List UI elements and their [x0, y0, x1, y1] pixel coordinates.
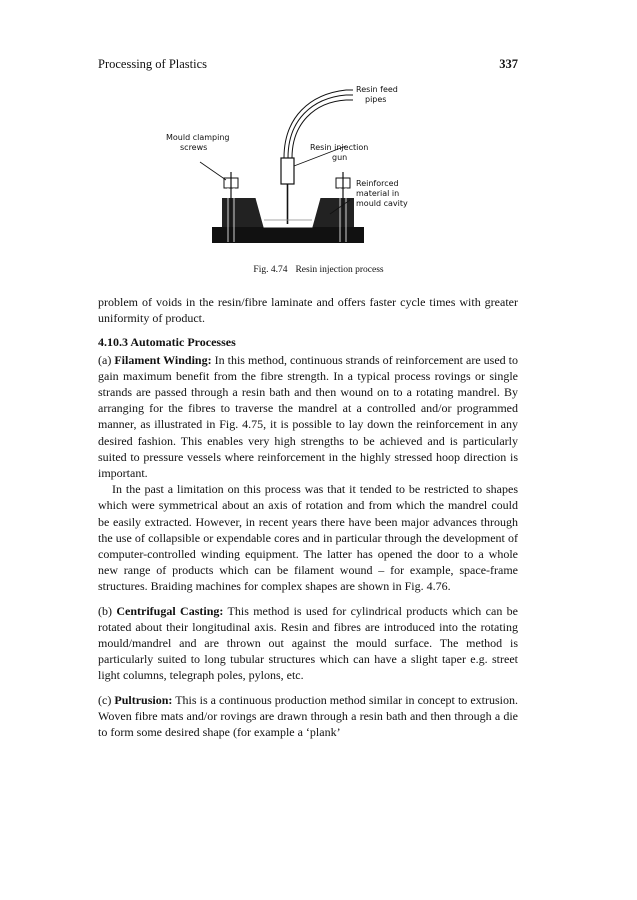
item-prefix-b: (b)	[98, 603, 117, 618]
running-title: Processing of Plastics	[98, 57, 208, 71]
filament-winding-continued: In the past a limitation on this process was that it tended to be restricted to shapes which were symmetrical about an axis of rotation and from which the mandrel could be easily extracted. However, in recent years there have been major advances through the use of collapsible or expendable cores and in particular through the development of computer-controlled winding equipment. The latter has opened the door to a whole new range of products which can be filament wound – for example, space-frame structures. Braiding machines for complex shapes are shown in Fig. 4.76.	[98, 482, 518, 594]
centrifugal-casting-paragraph	[98, 603, 518, 684]
label-reinforced-3: mould cavity	[356, 199, 408, 208]
label-resin-feed-1: Resin feed	[356, 85, 398, 94]
mould-base	[212, 227, 364, 243]
label-resin-feed-2: pipes	[365, 95, 387, 104]
resin-injection-diagram	[160, 82, 450, 262]
label-reinforced-2: material in	[356, 189, 400, 198]
term-centrifugal-casting: Centrifugal Casting:	[116, 603, 224, 618]
item-prefix-a: (a)	[98, 352, 115, 367]
section-heading: 4.10.3 Automatic Processes	[98, 335, 236, 350]
figure-caption	[0, 265, 637, 275]
label-mould-clamping-2: screws	[180, 143, 208, 152]
figure-caption-text: Resin injection process	[295, 265, 384, 275]
label-injection-gun-2: gun	[332, 153, 348, 162]
label-injection-gun-1: Resin injection	[310, 143, 369, 152]
label-reinforced-1: Reinforced	[356, 179, 399, 188]
body-text	[98, 294, 518, 740]
injection-gun-body	[281, 158, 294, 184]
term-pultrusion: Pultrusion:	[114, 692, 173, 707]
intro-paragraph: problem of voids in the resin/fibre laminate and offers faster cycle times with greater uniformity of product.	[98, 295, 518, 326]
label-mould-clamping-1: Mould clamping	[166, 133, 230, 142]
term-filament-winding: Filament Winding:	[114, 352, 212, 367]
filament-winding-paragraph	[98, 352, 518, 482]
figure-resin-injection	[160, 82, 450, 262]
page-number: 337	[499, 57, 518, 71]
figure-number: Fig. 4.74	[253, 265, 288, 275]
pultrusion-paragraph	[98, 692, 518, 741]
filament-winding-text: In this method, continuous strands of reinforcement are used to gain maximum benefit from the fibre strength. In a typical process rovings or single strands are passed through a resin bath and then wound on to a rotating mandrel. By arranging for the fibres to traverse the mandrel at a controlled and/or programmed manner, as illustrated in Fig. 4.75, it is possible to lay down the reinforcement in any desired fashion. This enables very high strengths to be achieved and is particularly suited to pressure vessels where reinforcement in the highly stressed hoop direction is important.	[98, 352, 518, 481]
pultrusion-text: This is a continuous production method similar in concept to extrusion. Woven fibre mats and/or rovings are drawn through a resin bath and then through a die to form some desired shape (for example a ‘plank’	[98, 692, 518, 740]
centrifugal-casting-text: This method is used for cylindrical products which can be rotated about their longitudinal axis. Resin and fibres are introduced into the rotating mould/mandrel and are thrown out against the mould surface. The method is particularly suited to long tubular structures which can have a slight taper e.g. street light columns, telegraph poles, pylons, etc.	[98, 603, 519, 683]
screw-leader	[200, 162, 226, 180]
item-prefix-c: (c)	[98, 692, 115, 707]
